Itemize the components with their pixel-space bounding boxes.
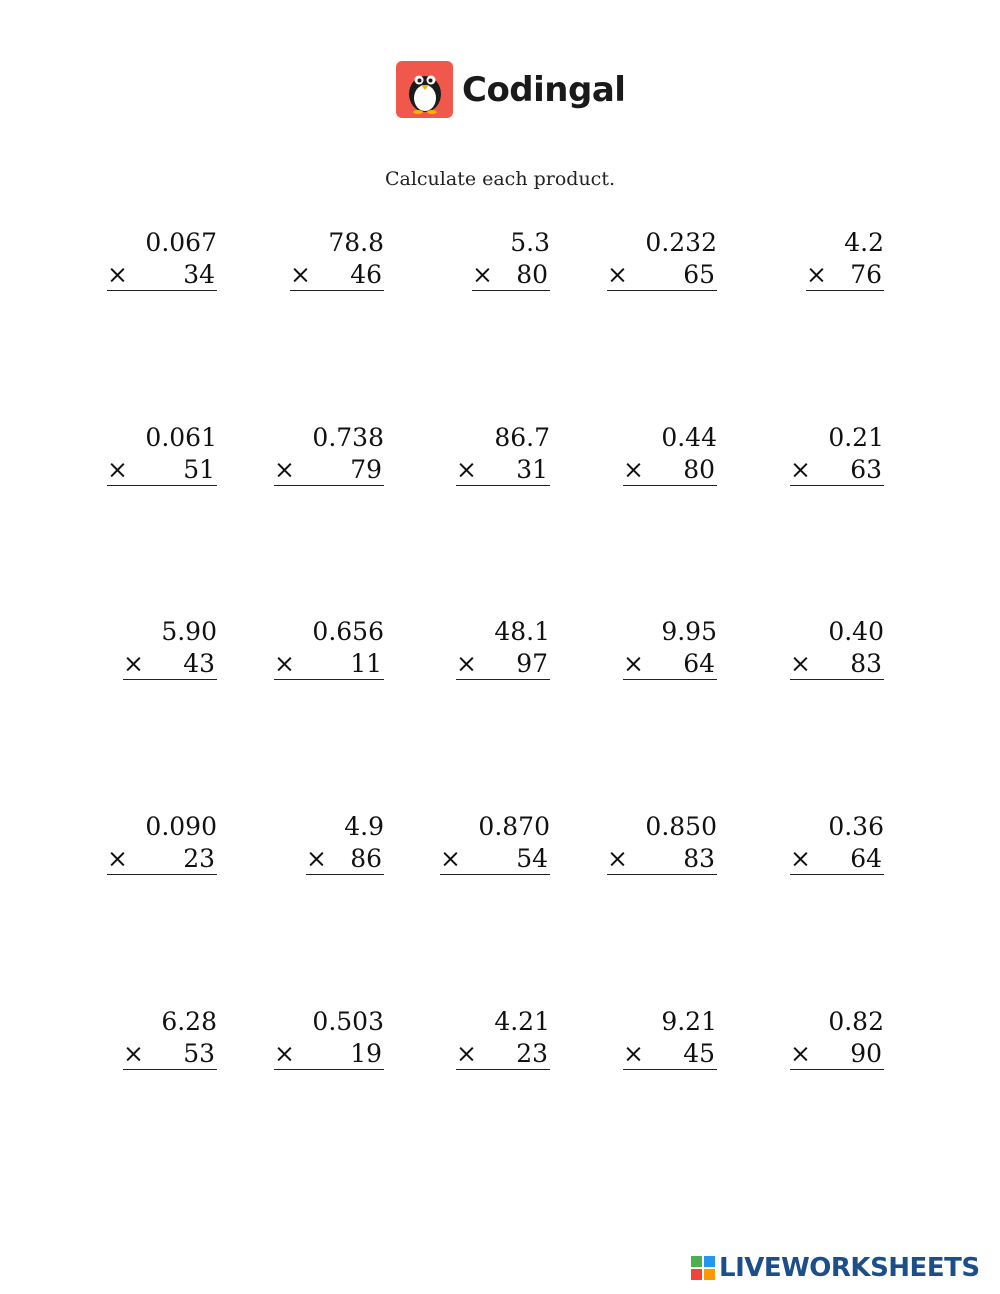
multiplicand: 0.503 xyxy=(312,1007,384,1036)
multiplicand: 0.656 xyxy=(312,617,384,646)
problem-15 xyxy=(754,617,884,683)
times-sign: × xyxy=(306,844,327,873)
problem-10 xyxy=(754,423,884,489)
multiplier-row xyxy=(790,455,884,486)
multiplier: 51 xyxy=(183,455,215,484)
multiplier: 43 xyxy=(183,649,215,678)
multiplicand: 0.232 xyxy=(645,228,717,257)
multiplier-row xyxy=(107,844,217,875)
liveworksheets-blocks-icon xyxy=(691,1256,715,1280)
multiplier: 64 xyxy=(683,649,715,678)
multiplicand: 9.95 xyxy=(661,617,717,646)
multiplier: 53 xyxy=(183,1039,215,1068)
problem-8 xyxy=(420,423,550,489)
multiplier: 19 xyxy=(350,1039,382,1068)
multiplicand: 86.7 xyxy=(494,423,550,452)
times-sign: × xyxy=(790,455,811,484)
times-sign: × xyxy=(456,649,477,678)
problem-25 xyxy=(754,1007,884,1073)
problem-23 xyxy=(420,1007,550,1073)
times-sign: × xyxy=(123,649,144,678)
problem-4 xyxy=(587,228,717,294)
multiplicand: 0.21 xyxy=(828,423,884,452)
problem-2 xyxy=(254,228,384,294)
multiplicand: 4.21 xyxy=(494,1007,550,1036)
multiplier-row xyxy=(107,455,217,486)
codingal-logo xyxy=(396,61,625,118)
multiplier: 23 xyxy=(183,844,215,873)
multiplicand: 5.3 xyxy=(510,228,550,257)
brand-name: Codingal xyxy=(462,69,626,110)
multiplier: 65 xyxy=(683,260,715,289)
liveworksheets-label: LIVEWORKSHEETS xyxy=(719,1253,980,1283)
multiplier-row xyxy=(274,455,384,486)
multiplier-row xyxy=(440,844,550,875)
multiplier-row xyxy=(790,649,884,680)
multiplier-row xyxy=(607,844,717,875)
times-sign: × xyxy=(806,260,827,289)
multiplicand: 0.36 xyxy=(828,812,884,841)
multiplier-row xyxy=(290,260,384,291)
problem-20 xyxy=(754,812,884,878)
multiplier: 79 xyxy=(350,455,382,484)
times-sign: × xyxy=(107,844,128,873)
multiplier: 63 xyxy=(850,455,882,484)
multiplicand: 6.28 xyxy=(161,1007,217,1036)
multiplier-row xyxy=(107,260,217,291)
liveworksheets-logo xyxy=(691,1253,980,1283)
problem-18 xyxy=(420,812,550,878)
multiplier: 83 xyxy=(683,844,715,873)
multiplier-row xyxy=(274,1039,384,1070)
multiplier: 90 xyxy=(850,1039,882,1068)
times-sign: × xyxy=(607,844,628,873)
multiplier-row xyxy=(790,1039,884,1070)
multiplicand: 0.061 xyxy=(145,423,217,452)
multiplicand: 0.82 xyxy=(828,1007,884,1036)
times-sign: × xyxy=(440,844,461,873)
multiplier: 80 xyxy=(516,260,548,289)
times-sign: × xyxy=(607,260,628,289)
multiplier: 83 xyxy=(850,649,882,678)
multiplier-row xyxy=(274,649,384,680)
multiplicand: 0.44 xyxy=(661,423,717,452)
problem-3 xyxy=(420,228,550,294)
multiplicand: 4.2 xyxy=(844,228,884,257)
multiplier-row xyxy=(123,649,217,680)
problem-13 xyxy=(420,617,550,683)
multiplicand: 5.90 xyxy=(161,617,217,646)
multiplier-row xyxy=(456,649,550,680)
multiplicand: 0.738 xyxy=(312,423,384,452)
problem-12 xyxy=(254,617,384,683)
multiplier: 76 xyxy=(850,260,882,289)
problem-1 xyxy=(87,228,217,294)
multiplier-row xyxy=(623,455,717,486)
multiplier: 31 xyxy=(516,455,548,484)
times-sign: × xyxy=(790,844,811,873)
multiplier: 97 xyxy=(516,649,548,678)
times-sign: × xyxy=(107,260,128,289)
problem-19 xyxy=(587,812,717,878)
multiplier: 11 xyxy=(350,649,382,678)
multiplier: 64 xyxy=(850,844,882,873)
multiplicand: 0.067 xyxy=(145,228,217,257)
problem-7 xyxy=(254,423,384,489)
multiplier-row xyxy=(123,1039,217,1070)
penguin-icon xyxy=(396,61,453,118)
problem-6 xyxy=(87,423,217,489)
multiplier: 80 xyxy=(683,455,715,484)
multiplicand: 48.1 xyxy=(494,617,550,646)
multiplier-row xyxy=(472,260,550,291)
problem-17 xyxy=(254,812,384,878)
multiplicand: 9.21 xyxy=(661,1007,717,1036)
problem-9 xyxy=(587,423,717,489)
multiplier: 46 xyxy=(350,260,382,289)
times-sign: × xyxy=(790,1039,811,1068)
multiplier-row xyxy=(623,649,717,680)
multiplier-row xyxy=(456,1039,550,1070)
multiplier-row xyxy=(790,844,884,875)
problem-22 xyxy=(254,1007,384,1073)
multiplier: 54 xyxy=(516,844,548,873)
multiplicand: 0.090 xyxy=(145,812,217,841)
multiplicand: 0.870 xyxy=(478,812,550,841)
problem-11 xyxy=(87,617,217,683)
multiplier: 23 xyxy=(516,1039,548,1068)
multiplicand: 0.40 xyxy=(828,617,884,646)
times-sign: × xyxy=(274,1039,295,1068)
instructions: Calculate each product. xyxy=(384,168,616,190)
times-sign: × xyxy=(456,455,477,484)
times-sign: × xyxy=(623,649,644,678)
multiplier-row xyxy=(806,260,884,291)
multiplier: 86 xyxy=(350,844,382,873)
multiplicand: 4.9 xyxy=(344,812,384,841)
multiplier-row xyxy=(456,455,550,486)
multiplier-row xyxy=(306,844,384,875)
times-sign: × xyxy=(274,649,295,678)
multiplier-row xyxy=(623,1039,717,1070)
times-sign: × xyxy=(790,649,811,678)
multiplicand: 0.850 xyxy=(645,812,717,841)
times-sign: × xyxy=(456,1039,477,1068)
problem-14 xyxy=(587,617,717,683)
times-sign: × xyxy=(274,455,295,484)
multiplier-row xyxy=(607,260,717,291)
problem-16 xyxy=(87,812,217,878)
problem-21 xyxy=(87,1007,217,1073)
multiplier: 45 xyxy=(683,1039,715,1068)
problem-24 xyxy=(587,1007,717,1073)
times-sign: × xyxy=(290,260,311,289)
times-sign: × xyxy=(623,1039,644,1068)
multiplier: 34 xyxy=(183,260,215,289)
times-sign: × xyxy=(107,455,128,484)
problem-5 xyxy=(754,228,884,294)
times-sign: × xyxy=(623,455,644,484)
multiplicand: 78.8 xyxy=(328,228,384,257)
times-sign: × xyxy=(472,260,493,289)
times-sign: × xyxy=(123,1039,144,1068)
